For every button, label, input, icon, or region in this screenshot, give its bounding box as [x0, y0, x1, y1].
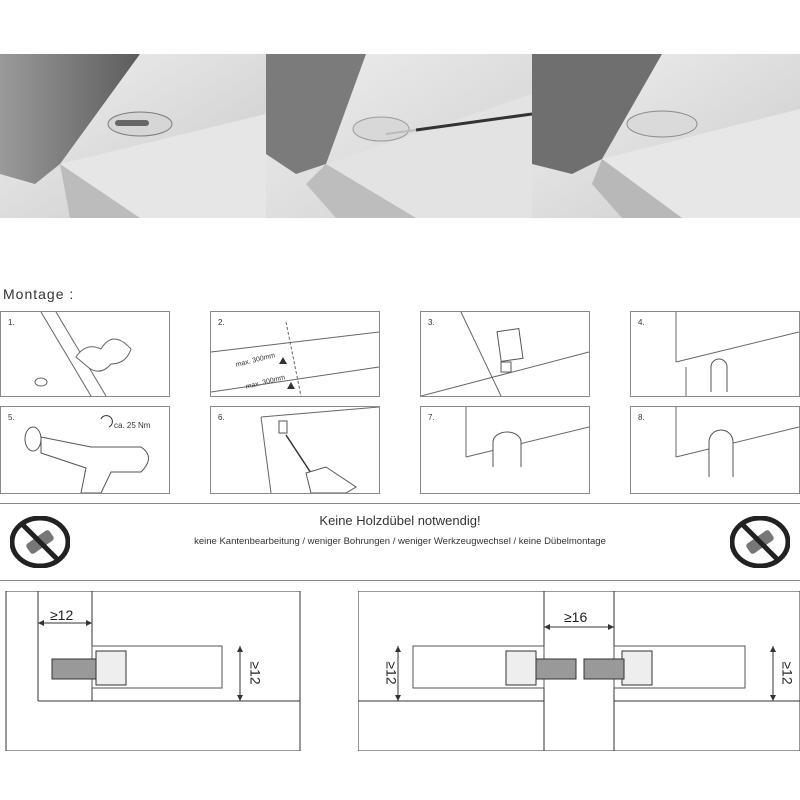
step-number: 4. [638, 318, 645, 327]
step-number: 6. [218, 413, 225, 422]
distance-label: max. 300mm [245, 374, 286, 391]
step-6 [210, 406, 380, 494]
step-number: 7. [428, 413, 435, 422]
gap-distance-label: ≥16 [564, 609, 588, 625]
height-label: ≥12 [247, 661, 264, 685]
torque-label: ca. 25 Nm [114, 421, 151, 430]
height-label: ≥12 [383, 661, 400, 685]
photo-connector-installed [532, 54, 800, 218]
step-number: 5. [8, 413, 15, 422]
no-dowel-banner [0, 503, 800, 581]
step-2 [210, 311, 380, 397]
step-4 [630, 311, 800, 397]
step-1 [0, 311, 170, 397]
edge-distance-diagram [0, 591, 304, 751]
distance-label: max. 300mm [235, 352, 276, 369]
banner-title: Keine Holzdübel notwendig! [319, 513, 481, 528]
banner-subtitle: keine Kantenbearbeitung / weniger Bohrungen / weniger Werkzeugwechsel / keine Dübelmontage [194, 536, 606, 547]
no-dowel-icon [730, 516, 790, 573]
step-number: 2. [218, 318, 225, 327]
step-7 [420, 406, 590, 494]
photo-screwdriver-fix [266, 54, 532, 218]
step-number: 1. [8, 318, 15, 327]
edge-distance-label: ≥12 [50, 607, 74, 623]
step-number: 8. [638, 413, 645, 422]
height-label: ≥12 [779, 661, 796, 685]
step-8 [630, 406, 800, 494]
section-title: Montage : [3, 286, 75, 302]
step-3 [420, 311, 590, 397]
step-number: 3. [428, 318, 435, 327]
gap-distance-diagram [358, 591, 800, 751]
step-5 [0, 406, 170, 494]
photo-panel-insert [0, 54, 266, 218]
